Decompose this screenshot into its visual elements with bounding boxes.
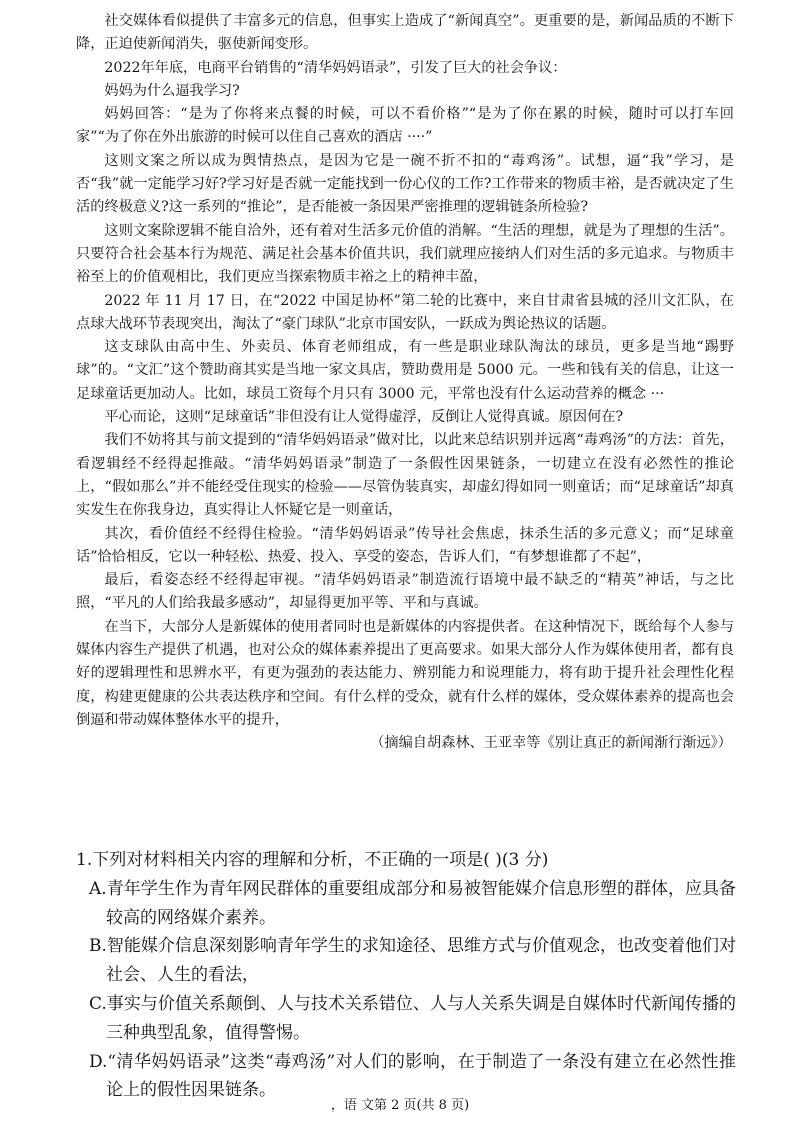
source-citation: （摘编自胡森林、王亚幸等《别让真正的新闻渐行渐远》）: [370, 735, 732, 752]
option-d: D.“清华妈妈语录”这类“毒鸡汤”对人们的影响，在于制造了一条没有建立在必然性推论上的假性因果链条。: [89, 1051, 736, 1101]
passage-paragraph: 妈妈为什么逼我学习?: [104, 82, 240, 99]
passage-paragraph: 在当下，大部分人是新媒体的使用者同时也是新媒体的内容提供者。在这种情况下，既给每个人参与媒体内容生产提供了机遇，也对公众的媒体素养提出了更高要求。如果大部分人作为媒体使用者，都有良好的逻辑理性和思辨水平，有更为强劲的表达能力、辨别能力和说理能力，将有助于提升社会理性化程度，构建更健康的公共表达秩序和空间。有什么样的受众，就有什么样的媒体，受众媒体素养的提高也会倒逼和带动媒体整体水平的提升，: [76, 618, 734, 728]
page-footer: ，语 文第 2 页(共 8 页): [330, 1098, 470, 1113]
passage-paragraph: 这则文案除逻辑不能自洽外，还有着对生活多元价值的消解。“生活的理想，就是为了理想的生活”。只要符合社会基本行为规范、满足社会基本价值共识，我们就理应接纳人们对生活的多元追求。与物质丰裕至上的价值观相比，我们更应当探索物质丰裕之上的精神丰盈，: [76, 222, 734, 286]
passage-paragraph: 这支球队由高中生、外卖员、体育老师组成，有一些是职业球队淘汰的球员，更多是当地“踢野球”的。“文汇”这个赞助商其实是当地一家文具店，赞助费用是 5000 元。一些和钱有关的信息，让这一足球童话更加动人。比如，球员工资每个月只有 3000 元，平常也没有什么运动营养的概念 ···: [76, 339, 734, 402]
passage-paragraph: 2022年年底，电商平台销售的“清华妈妈语录”，引发了巨大的社会争议：: [104, 59, 567, 76]
passage-paragraph: 最后，看姿态经不经得起审视。“清华妈妈语录”制造流行语境中最不缺乏的“精英”神话，与之比照，“平凡的人们给我最多感动”，却显得更加平等、平和与真诚。: [76, 572, 734, 612]
passage-paragraph: 其次，看价值经不经得住检验。“清华妈妈语录”传导社会焦虑，抹杀生活的多元意义；而“足球童话”恰恰相反，它以一种轻松、热爱、投入、享受的姿态，告诉人们，“有梦想谁都了不起”，: [76, 525, 734, 565]
option-c: C.事实与价值关系颠倒、人与技术关系错位、人与人关系失调是自媒体时代新闻传播的三种典型乱象，值得警惕。: [89, 993, 736, 1043]
question-stem: 1.下列对材料相关内容的理解和分析，不正确的一项是( )(3 分): [76, 850, 549, 870]
passage-paragraph: 平心而论，这则“足球童话”非但没有让人觉得虚浮，反倒让人觉得真诚。原因何在?: [104, 409, 624, 426]
question-block: [76, 846, 736, 1105]
option-b: B.智能媒介信息深刻影响青年学生的求知途径、思维方式与价值观念，也改变着他们对社会、人生的看法，: [89, 936, 736, 986]
passage-paragraph: 我们不妨将其与前文提到的“清华妈妈语录”做对比，以此来总结识别并远离“毒鸡汤”的方法：首先，看逻辑经不经得起推敲。“清华妈妈语录”制造了一条假性因果链条，一切建立在没有必然性的推论上，“假如那么”并不能经受住现实的检验——尽管伪装真实，却虚幻得如同一则童话；而“足球童话”却真实发生在你我身边，真实得让人怀疑它是一则童话，: [76, 432, 734, 519]
reading-passage: [76, 10, 734, 756]
passage-paragraph: 妈妈回答：“是为了你将来点餐的时候，可以不看价格”“是为了你在累的时候，随时可以打车回家”“为了你在外出旅游的时候可以住自己喜欢的酒店 ····”: [76, 106, 734, 146]
passage-paragraph: 2022 年 11 月 17 日，在“2022 中国足协杯”第二轮的比赛中，来自甘肃省县城的泾川文汇队，在点球大战环节表现突出，淘汰了“豪门球队”北京市国安队，一跃成为舆论热议的话题。: [76, 292, 734, 332]
option-a: A.青年学生作为青年网民群体的重要组成部分和易被智能媒介信息形塑的群体，应具备较高的网络媒介素养。: [89, 878, 736, 928]
passage-paragraph: 这则文案之所以成为舆情热点，是因为它是一碗不折不扣的“毒鸡汤”。试想，逼“我”学习，是否“我”就一定能学习好?学习好是否就一定能找到一份心仪的工作?工作带来的物质丰裕，是否就决定了生活的终极意义?这一系列的“推论”，是否能被一条因果严密推理的逻辑链条所检验?: [76, 152, 734, 216]
passage-paragraph: 社交媒体看似提供了丰富多元的信息，但事实上造成了“新闻真空”。更重要的是，新闻品质的不断下降，正迫使新闻消失，驱使新闻变形。: [76, 13, 734, 53]
